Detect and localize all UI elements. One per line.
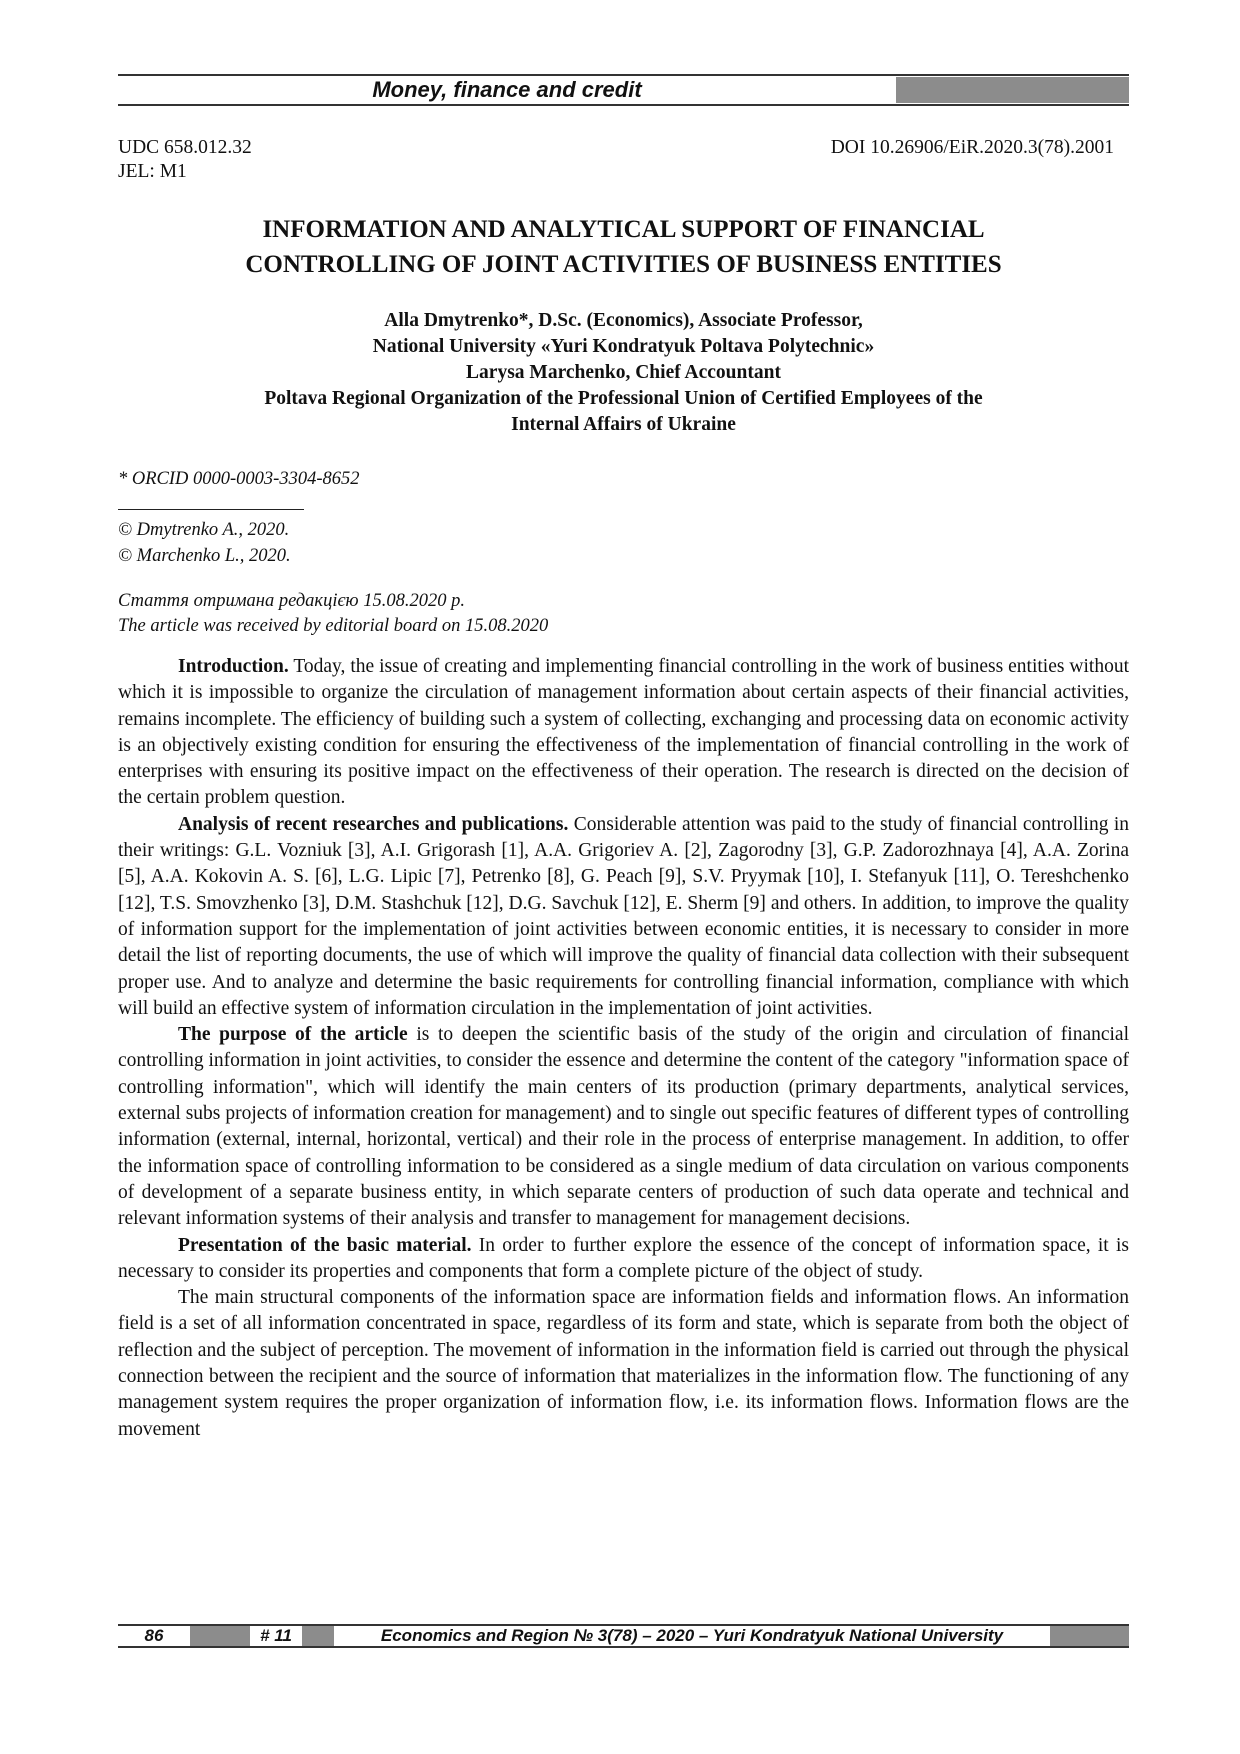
footer-grey-block: [302, 1626, 334, 1646]
header-rule-top: [118, 74, 1129, 76]
author-line: Alla Dmytrenko*, D.Sc. (Economics), Associate Professor,: [384, 310, 863, 331]
copyright-line: © Marchenko L., 2020.: [118, 546, 291, 566]
paragraph-text: Today, the issue of creating and implementing financial controlling in the work of business entities without which it is impossible to organize the circulation of management information about certain aspects of their financial activities, remains incomplete. The efficiency of building such a system of collecting, exchanging and processing data on economic activity is an objectively existing condition for ensuring the effectiveness of the implementation of financial controlling in the work of enterprises with ensuring its positive impact on the effectiveness of their operation. The research is directed on the decision of the certain problem question.: [118, 656, 1129, 809]
title-line: INFORMATION AND ANALYTICAL SUPPORT OF FINANCIAL: [262, 216, 985, 243]
issue-number: # 11: [260, 1626, 292, 1645]
footnote-separator: [118, 509, 304, 510]
footer-grey-block: [1050, 1626, 1129, 1646]
author-line: Larysa Marchenko, Chief Accountant: [466, 362, 781, 383]
received-ua: Стаття отримана редакцією 15.08.2020 р.: [118, 591, 465, 611]
author-line: Poltava Regional Organization of the Professional Union of Certified Employees of the: [264, 388, 983, 409]
paragraph-text: Considerable attention was paid to the study of financial controlling in their writings: G.L. Vozniuk [3], A.I. Grigorash [1], A.A. Grigoriev A. [2], Zagorodny [3], G.P. Zadorozhnaya [4], A.A. Zorina [5], A.A. Kokovin A. S. [6], L.G. Lipic [7], Petrenko [8], G. Peach [9], S.V. Pryymak [10], I. Stefanyuk [11], O. Tereshchenko [12], T.S. Smovzhenko [3], D.M. Stashchuk [12], D.G. Savchuk [12], E. Sherm [9] and others. In addition, to improve the quality of information support for the implementation of joint activities between economic entities, it is necessary to consider in more detail the list of reporting documents, the use of which will improve the quality of financial data collection with their subsequent proper use. And to analyze and determine the basic requirements for controlling financial information, compliance with which will build an effective system of information circulation in the implementation of joint activities.: [118, 813, 1129, 1019]
article-body: [118, 654, 1129, 1443]
author-line: Internal Affairs of Ukraine: [511, 414, 736, 435]
udc-code: UDC 658.012.32: [118, 137, 252, 158]
paragraph-text: is to deepen the scientific basis of the study of the origin and circulation of financial controlling information in joint activities, to consider the essence and determine the content of the category "information space of controlling information", which will identify the main centers of its production (primary departments, analytical services, external subs projects of information creation for management) and to single out specific features of different types of controlling information (external, internal, horizontal, vertical) and their role in the process of enterprise management. In addition, to offer the information space of controlling information to be considered as a single medium of data circulation on various components of development of a separate business entity, in which separate centers of production of such data operate and technical and relevant information systems of their analysis and transfer to management for management decisions.: [118, 1024, 1129, 1230]
running-header: [118, 74, 1129, 106]
paragraph-text: In order to further explore the essence of the concept of information space, it is necessary to consider its properties and components that form a complete picture of the object of study.: [118, 1234, 1129, 1282]
paragraph-purpose: [118, 1022, 1129, 1232]
journal-name: Economics and Region № 3(78) – 2020 – Yuri Kondratyuk National University: [380, 1626, 1004, 1645]
copyright-line: © Dmytrenko A., 2020.: [118, 520, 290, 540]
paragraph-heading: The purpose of the article: [178, 1024, 408, 1046]
header-rule-bottom: [118, 104, 1129, 106]
paragraph-analysis: [118, 812, 1129, 1022]
paragraph-heading: Introduction.: [178, 656, 289, 677]
paragraph-presentation: [118, 1233, 1129, 1286]
paragraph-heading: Analysis of recent researches and publications.: [178, 813, 569, 835]
section-title: Money, finance and credit: [372, 77, 642, 102]
title-line: CONTROLLING OF JOINT ACTIVITIES OF BUSINESS ENTITIES: [245, 251, 1002, 278]
jel-code: JEL: M1: [118, 161, 187, 182]
footer-rule-bottom: [118, 1646, 1129, 1648]
footer-grey-block: [190, 1626, 250, 1646]
author-line: National University «Yuri Kondratyuk Poltava Polytechnic»: [372, 336, 875, 357]
article-title: [118, 212, 1129, 282]
page-number: 86: [144, 1626, 164, 1645]
received-note: [118, 589, 548, 639]
author-block: [118, 308, 1129, 438]
paragraph-structure: The main structural components of the information space are information fields and information flows. An information field is a set of all information concentrated in space, regardless of its form and state, which is separate from both the object of reflection and the subject of perception. The movement of information in the information field is carried out through the physical connection between the recipient and the source of information that materializes in the information flow. The functioning of any management system requires the proper organization of information flow, i.e. its information flows. Information flows are the movement: [118, 1287, 1129, 1440]
header-grey-block: [896, 77, 1129, 103]
running-footer: [118, 1624, 1129, 1646]
paragraph-introduction: [118, 654, 1129, 812]
received-en: The article was received by editorial board on 15.08.2020: [118, 616, 549, 636]
paragraph-heading: Presentation of the basic material.: [178, 1234, 472, 1256]
copyright-block: [118, 517, 291, 569]
doi: DOI 10.26906/EiR.2020.3(78).2001: [830, 137, 1114, 158]
orcid: * ORCID 0000-0003-3304-8652: [118, 469, 360, 489]
